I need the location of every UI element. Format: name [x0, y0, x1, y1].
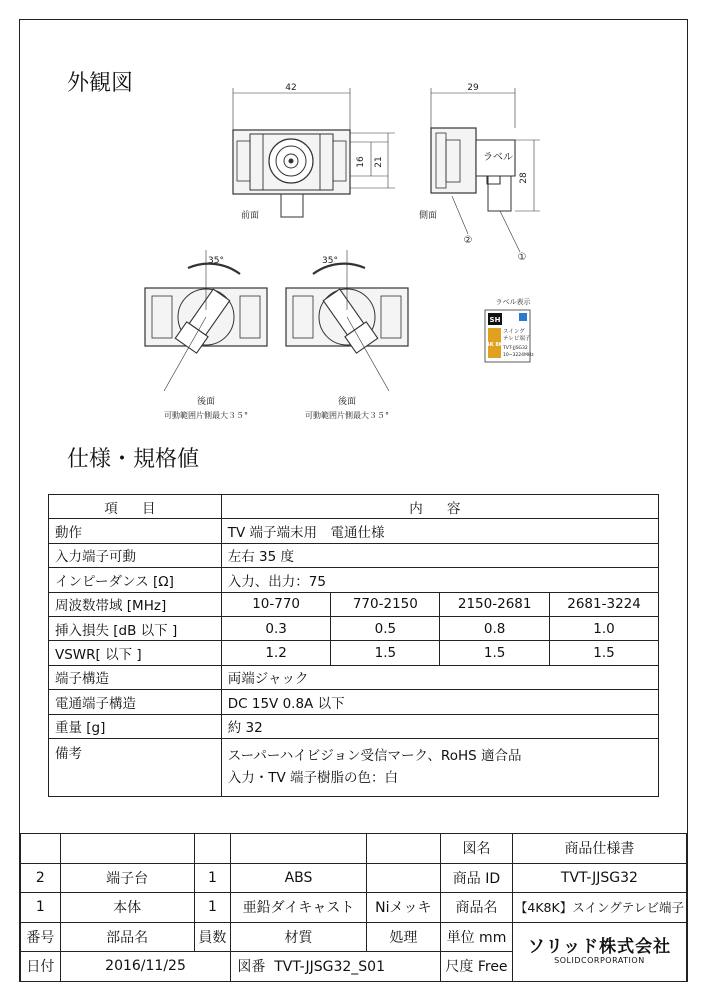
table-row — [49, 568, 659, 592]
spec-label: 端子構造 — [49, 665, 222, 689]
spec-value: DC 15V 0.8A 以下 — [221, 690, 658, 714]
table-row — [49, 592, 659, 616]
rear-view-right — [286, 250, 408, 420]
drawing-no-value: TVT-JJSG32_S01 — [274, 959, 385, 976]
title-block — [20, 833, 687, 982]
spec-label: VSWR[ 以下 ] — [49, 641, 222, 665]
part-row — [21, 893, 687, 923]
rear-note-left: 可動範囲片側最大３５° — [164, 411, 248, 420]
col-no-header: 番号 — [21, 922, 61, 952]
company-name-en: SOLIDCORPORATION — [554, 955, 645, 965]
spec-label: 動作 — [49, 519, 222, 543]
angle-left: 35° — [208, 256, 224, 266]
spec-header-item: 項 目 — [49, 495, 222, 519]
spec-header-content: 内 容 — [221, 495, 658, 519]
table-row — [49, 543, 659, 567]
company-name: ソリッド株式会社 — [527, 936, 672, 957]
product-id-label: 商品 ID — [441, 863, 513, 893]
dim-front-height: 21 — [374, 156, 384, 168]
product-id-value: TVT-JJSG32 — [512, 863, 686, 893]
spec-value: 約 32 — [221, 714, 658, 738]
specs-heading: 仕様・規格値 — [67, 447, 200, 472]
side-label-text: ラベル — [483, 152, 513, 163]
angle-right: 35° — [322, 256, 338, 266]
front-view — [233, 83, 395, 221]
label-sticker-icon — [519, 313, 527, 321]
side-caption: 側面 — [418, 211, 438, 221]
table-row — [49, 690, 659, 714]
spec-cell: 1.5 — [440, 641, 550, 665]
title-row — [21, 834, 687, 864]
dim-side-width: 29 — [467, 83, 479, 93]
spec-cell: 0.8 — [440, 616, 550, 640]
front-caption: 前面 — [240, 211, 260, 221]
side-view — [419, 83, 540, 263]
label-badge: 4K 8K — [486, 342, 503, 348]
part-qty: 1 — [194, 893, 231, 923]
table-row — [49, 665, 659, 689]
dim-front-inner-height: 16 — [356, 156, 366, 168]
part-qty: 1 — [194, 863, 231, 893]
column-header-row — [21, 922, 687, 952]
col-material-header: 材質 — [231, 922, 366, 952]
table-row — [49, 641, 659, 665]
rear-caption-left: 後面 — [196, 397, 216, 407]
spec-value: TV 端子端末用 電通仕様 — [221, 519, 658, 543]
part-no: 2 — [21, 863, 61, 893]
spec-cell: 1.2 — [221, 641, 331, 665]
part-finish — [366, 863, 440, 893]
table-row — [49, 738, 659, 796]
label-model: TVT-JJSG32 — [503, 346, 528, 351]
col-qty-header: 員数 — [194, 922, 231, 952]
marker-2: ② — [463, 235, 473, 246]
date-value: 2016/11/25 — [60, 952, 231, 982]
drawing-name-value: 商品仕様書 — [512, 834, 686, 864]
part-finish: Niメッキ — [366, 893, 440, 923]
table-row — [49, 714, 659, 738]
part-name: 端子台 — [60, 863, 194, 893]
label-line1: スイング — [503, 329, 525, 335]
table-row — [49, 519, 659, 543]
spec-label: 挿入損失 [dB 以下 ] — [49, 616, 222, 640]
spec-value: 両端ジャック — [221, 665, 658, 689]
part-material: 亜鉛ダイキャスト — [231, 893, 366, 923]
company-cell — [512, 922, 686, 981]
label-logo: SH — [489, 316, 501, 324]
spec-cell: 2681-3224 — [550, 592, 659, 616]
spec-table — [48, 494, 659, 797]
col-name-header: 部品名 — [60, 922, 194, 952]
spec-value: 入力、出力：75 — [221, 568, 658, 592]
part-row — [21, 863, 687, 893]
part-no: 1 — [21, 893, 61, 923]
spec-label: 周波数帯域 [MHz] — [49, 592, 222, 616]
spec-cell: 0.3 — [221, 616, 331, 640]
dim-side-height: 28 — [519, 172, 529, 184]
spec-label: インピーダンス [Ω] — [49, 568, 222, 592]
product-name-value: 【4K8K】スイングテレビ端子 — [512, 893, 686, 923]
spec-cell: 770-2150 — [331, 592, 440, 616]
appearance-heading: 外観図 — [67, 71, 134, 96]
label-code: 10~3224MHz — [503, 353, 534, 358]
label-display-title: ラベル表示 — [495, 298, 531, 306]
spec-cell: 1.0 — [550, 616, 659, 640]
spec-label: 重量 [g] — [49, 714, 222, 738]
label-display — [485, 297, 534, 362]
scale-cell: 尺度 Free — [441, 952, 513, 982]
spec-label: 備考 — [49, 738, 222, 796]
dim-front-width: 42 — [285, 83, 297, 93]
date-label: 日付 — [21, 952, 61, 982]
part-material: ABS — [231, 863, 366, 893]
drawing-name-label: 図名 — [441, 834, 513, 864]
remarks-line2: 入力・TV 端子樹脂の色：白 — [227, 770, 399, 787]
col-finish-header: 処理 — [366, 922, 440, 952]
rear-note-right: 可動範囲片側最大３５° — [305, 411, 389, 420]
drawing-no-label: 図番 — [237, 959, 266, 976]
rear-view-left — [145, 250, 267, 420]
spec-remarks — [221, 738, 658, 796]
remarks-line1: スーパーハイビジョン受信マーク、RoHS 適合品 — [227, 748, 522, 765]
spec-cell: 0.5 — [331, 616, 440, 640]
spec-cell: 10-770 — [221, 592, 331, 616]
spec-cell: 2150-2681 — [440, 592, 550, 616]
product-name-label: 商品名 — [441, 893, 513, 923]
spec-label: 入力端子可動 — [49, 543, 222, 567]
spec-cell: 1.5 — [331, 641, 440, 665]
table-row — [49, 616, 659, 640]
unit-cell: 単位 mm — [441, 922, 513, 952]
spec-header-row — [49, 495, 659, 519]
drawing-no-cell — [231, 952, 441, 982]
rear-caption-right: 後面 — [337, 397, 357, 407]
spec-cell: 1.5 — [550, 641, 659, 665]
label-line2: テレビ端子 — [503, 336, 531, 342]
spec-label: 電通端子構造 — [49, 690, 222, 714]
part-name: 本体 — [60, 893, 194, 923]
marker-1: ① — [517, 252, 527, 263]
appearance-drawing — [0, 0, 707, 440]
spec-value: 左右 35 度 — [221, 543, 658, 567]
